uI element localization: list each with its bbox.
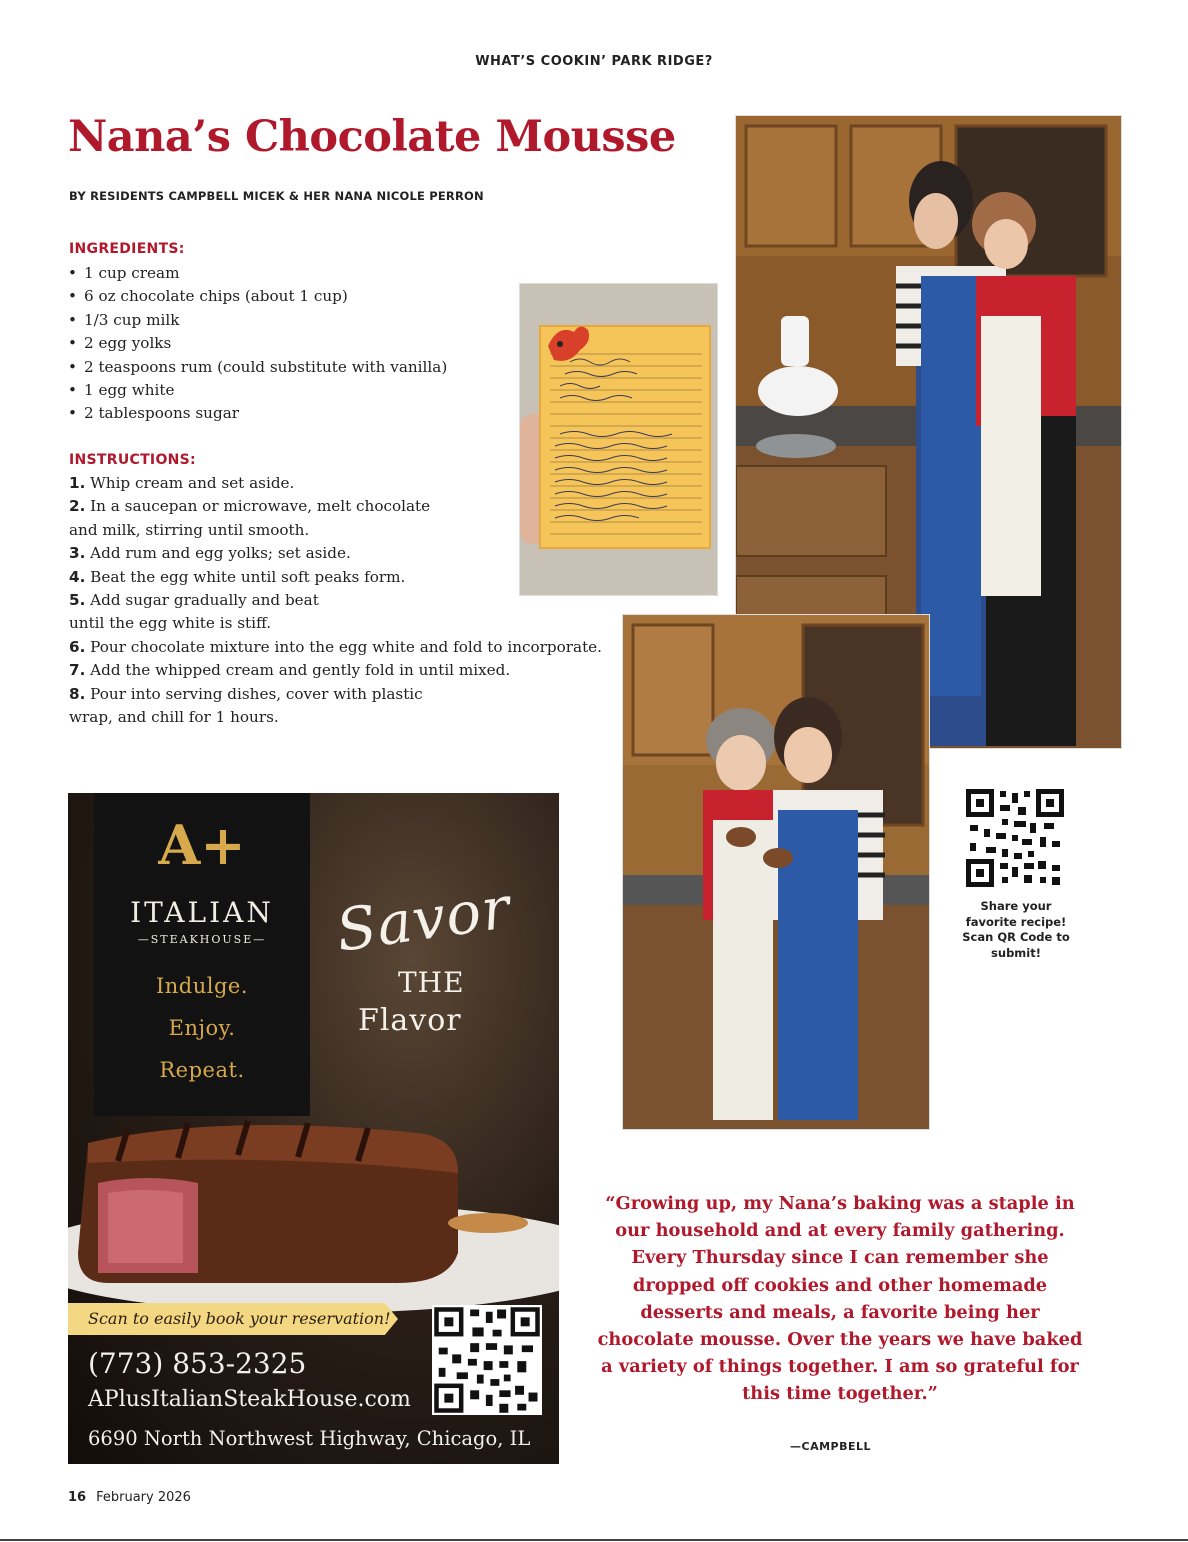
ad-savor-script: Savor [332, 873, 515, 965]
ad-address: 6690 North Northwest Highway, Chicago, IL [88, 1427, 531, 1450]
recipe-card-photo [519, 283, 718, 596]
tagline-line: Enjoy. [168, 1016, 236, 1040]
list-item: • 2 teaspoons rum (could substitute with vanilla) [68, 356, 447, 379]
step-item [69, 589, 602, 636]
reservation-banner-text: Scan to easily book your reservation! [88, 1309, 391, 1328]
step-number: 4. [69, 567, 86, 586]
list-item: • 1 cup cream [68, 262, 447, 285]
qr-code-icon [432, 1305, 542, 1415]
step-item [69, 636, 602, 659]
quote-attribution: —CAMPBELL [790, 1440, 872, 1453]
list-item: • 1 egg white [68, 379, 447, 402]
step-text: Pour into serving dishes, cover with plastic wrap, and chill for 1 hours. [69, 684, 423, 727]
submit-recipe-qr-code[interactable] [966, 789, 1064, 887]
list-item: • 6 oz chocolate chips (about 1 cup) [68, 285, 447, 308]
bottom-rule [0, 1539, 1188, 1541]
step-text: Add rum and egg yolks; set aside. [90, 544, 351, 563]
byline: BY RESIDENTS CAMPBELL MICEK & HER NANA NICOLE PERRON [69, 189, 484, 203]
page-footer [68, 1490, 191, 1505]
qr-code-icon [966, 789, 1064, 887]
tagline-line: Indulge. [155, 974, 249, 998]
section-header: WHAT’S COOKIN’ PARK RIDGE? [475, 54, 713, 69]
reservation-qr-code[interactable] [432, 1305, 542, 1415]
list-item: • 1/3 cup milk [68, 309, 447, 332]
ad-brand-sub: —STEAKHOUSE— [137, 933, 267, 946]
ad-flavor: Flavor [358, 1003, 462, 1038]
ingredients-heading: INGREDIENTS: [69, 241, 185, 257]
step-number: 8. [69, 684, 86, 703]
list-item: • 2 tablespoons sugar [68, 402, 447, 425]
instructions-heading: INSTRUCTIONS: [69, 452, 196, 468]
step-number: 3. [69, 544, 86, 563]
step-text: Add sugar gradually and beat until the egg white is stiff. [69, 591, 319, 633]
aplus-logo: A+ [158, 813, 246, 877]
ad-the: THE [398, 966, 465, 999]
step-number: 7. [69, 661, 86, 680]
issue-date: February 2026 [96, 1490, 191, 1505]
ad-phone[interactable]: (773) 853-2325 [88, 1347, 307, 1380]
page-number: 16 [68, 1490, 87, 1505]
ad-tagline [94, 965, 310, 1091]
step-text: Pour chocolate mixture into the egg white and fold to incorporate. [90, 637, 602, 656]
recipe-card-image [520, 284, 717, 595]
step-text: In a saucepan or microwave, melt chocolate and milk, stirring until smooth. [69, 497, 431, 539]
step-text: Whip cream and set aside. [90, 474, 295, 492]
steak-image [68, 1083, 559, 1313]
step-item [69, 659, 602, 682]
step-item [69, 683, 602, 730]
steakhouse-advertisement[interactable] [68, 793, 559, 1464]
step-text: Add the whipped cream and gently fold in until mixed. [90, 661, 511, 680]
kitchen-photo-image [623, 615, 929, 1129]
step-number: 1. [69, 474, 86, 492]
list-item: • 2 egg yolks [68, 332, 447, 355]
step-number: 6. [69, 637, 86, 656]
step-number: 5. [69, 591, 86, 610]
step-number: 2. [69, 497, 86, 516]
step-text: Beat the egg white until soft peaks form. [90, 567, 406, 586]
recipe-title: Nana’s Chocolate Mousse [68, 112, 676, 162]
tagline-line: Repeat. [159, 1058, 245, 1082]
kitchen-photo-mousse [622, 614, 930, 1130]
ad-brand-name: ITALIAN [130, 896, 274, 929]
qr-caption: Share your favorite recipe! Scan QR Code to submit! [962, 899, 1070, 960]
ingredients-list [68, 262, 447, 426]
pull-quote: “Growing up, my Nana’s baking was a staple in our household and at every family gathering. Every Thursday since I can remember she dropped off cookies and other homemade desserts and meals, a favorite being her chocolate mousse. Over the years we have baked a variety of things together. I am so grateful for this time together.” [597, 1193, 1083, 1405]
ad-website-link[interactable]: APlusItalianSteakHouse.com [88, 1387, 411, 1412]
